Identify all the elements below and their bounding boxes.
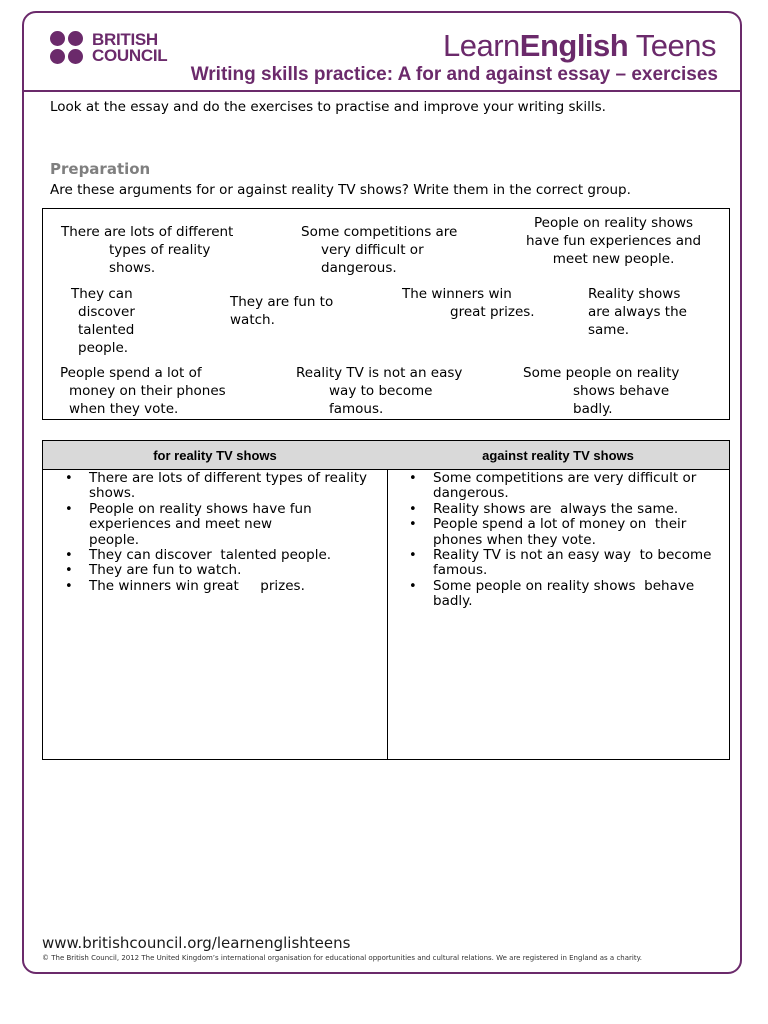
argument-line: Some competitions are: [301, 224, 458, 240]
document-title: Writing skills practice: A for and against essay – exercises: [190, 64, 718, 85]
header-divider: [24, 90, 742, 92]
logo-english: English: [519, 28, 629, 63]
list-item-line: • Reality shows are always the same.: [433, 500, 679, 517]
argument-card: [230, 293, 333, 329]
argument-line: famous.: [329, 401, 384, 417]
argument-card: [60, 364, 226, 418]
argument-card: [402, 285, 535, 321]
argument-card: [588, 285, 687, 339]
argument-line: dangerous.: [321, 260, 397, 276]
argument-line: have fun experiences and: [526, 233, 702, 249]
footer-website-link[interactable]: www.britishcouncil.org/learnenglishteens: [42, 934, 351, 952]
argument-line: when they vote.: [69, 401, 179, 417]
against-column: [387, 441, 729, 759]
list-item-line: • People on reality shows have fun: [89, 500, 312, 517]
argument-line: The winners win: [402, 286, 512, 302]
argument-line: types of reality: [109, 242, 211, 258]
list-item-line: • Some people on reality shows behave: [433, 577, 695, 594]
argument-line: They are fun to: [230, 294, 334, 310]
arguments-box: [42, 208, 730, 420]
argument-line: badly.: [573, 401, 613, 417]
list-item: [43, 502, 387, 548]
list-item-line: • People spend a lot of money on their: [433, 516, 687, 533]
argument-line: meet new people.: [552, 251, 675, 267]
sorting-table: [42, 440, 730, 760]
argument-card: [296, 364, 462, 418]
argument-line: shows behave: [573, 383, 670, 399]
list-item-line: • Some competitions are very difficult or: [433, 470, 697, 486]
argument-line: There are lots of different: [61, 224, 234, 240]
logo-dot-icon: [68, 49, 83, 64]
argument-line: very difficult or: [321, 242, 424, 258]
logo-teens: Teens: [628, 28, 716, 63]
list-item: [43, 563, 387, 578]
list-item-line: experiences and meet new: [89, 516, 273, 533]
argument-card: [61, 223, 233, 277]
argument-line: They can: [71, 286, 133, 302]
list-item-line: • There are lots of different types of reality: [89, 470, 368, 486]
for-list: [43, 470, 387, 594]
argument-line: are always the: [588, 304, 687, 320]
argument-line: great prizes.: [450, 304, 535, 320]
list-item-line: people.: [89, 531, 140, 548]
logo-dot-icon: [50, 49, 65, 64]
for-column-header: for reality TV shows: [43, 441, 387, 470]
argument-line: people.: [78, 340, 129, 356]
argument-line: way to become: [329, 383, 433, 399]
list-item-line: • Reality TV is not an easy way to become: [433, 547, 712, 564]
list-item-line: • They can discover talented people.: [89, 547, 332, 564]
list-item-line: dangerous.: [433, 485, 509, 502]
list-item-line: phones when they vote.: [433, 531, 596, 548]
list-item-line: • The winners win great prizes.: [89, 577, 305, 594]
list-item: [387, 502, 729, 517]
for-column: [43, 441, 388, 759]
learnenglish-teens-logo: [443, 28, 716, 64]
intro-text: Look at the essay and do the exercises to practise and improve your writing skills.: [50, 99, 606, 115]
argument-line: Some people on reality: [523, 365, 680, 381]
argument-card: [71, 285, 135, 357]
list-item-line: shows.: [89, 485, 136, 502]
logo-dot-icon: [50, 31, 65, 46]
list-item: [43, 471, 387, 502]
british-council-wordmark: [92, 32, 167, 64]
list-item-line: • They are fun to watch.: [89, 562, 242, 579]
list-item: [43, 548, 387, 563]
logo-line-2: COUNCIL: [92, 46, 168, 65]
against-list: [387, 470, 729, 610]
argument-line: money on their phones: [69, 383, 226, 399]
list-item: [387, 517, 729, 548]
list-item-line: badly.: [433, 593, 473, 610]
list-item: [387, 471, 729, 502]
footer-copyright: © The British Council, 2012 The United Kingdom’s international organisation for educational opportunities and cultural relations. We are registered in England as a charity.: [42, 954, 642, 962]
logo-learn: Learn: [442, 28, 520, 63]
preparation-instruction: Are these arguments for or against reality TV shows? Write them in the correct group.: [50, 182, 631, 198]
argument-card: [526, 214, 701, 268]
preparation-heading: Preparation: [50, 160, 151, 178]
logo-line-1: BRITISH: [92, 30, 158, 49]
logo-dot-icon: [68, 31, 83, 46]
argument-card: [301, 223, 457, 277]
argument-line: Reality shows: [588, 286, 681, 302]
argument-line: talented: [78, 322, 135, 338]
list-item: [387, 548, 729, 579]
list-item-line: famous.: [433, 562, 488, 579]
argument-line: People on reality shows: [534, 215, 694, 231]
argument-line: same.: [588, 322, 630, 338]
list-item: [43, 579, 387, 594]
argument-line: shows.: [109, 260, 156, 276]
argument-line: discover: [78, 304, 135, 320]
argument-line: watch.: [230, 312, 275, 328]
list-item: [387, 579, 729, 610]
against-column-header: against reality TV shows: [387, 441, 729, 470]
argument-line: People spend a lot of: [60, 365, 202, 381]
argument-line: Reality TV is not an easy: [296, 365, 463, 381]
argument-card: [523, 364, 679, 418]
